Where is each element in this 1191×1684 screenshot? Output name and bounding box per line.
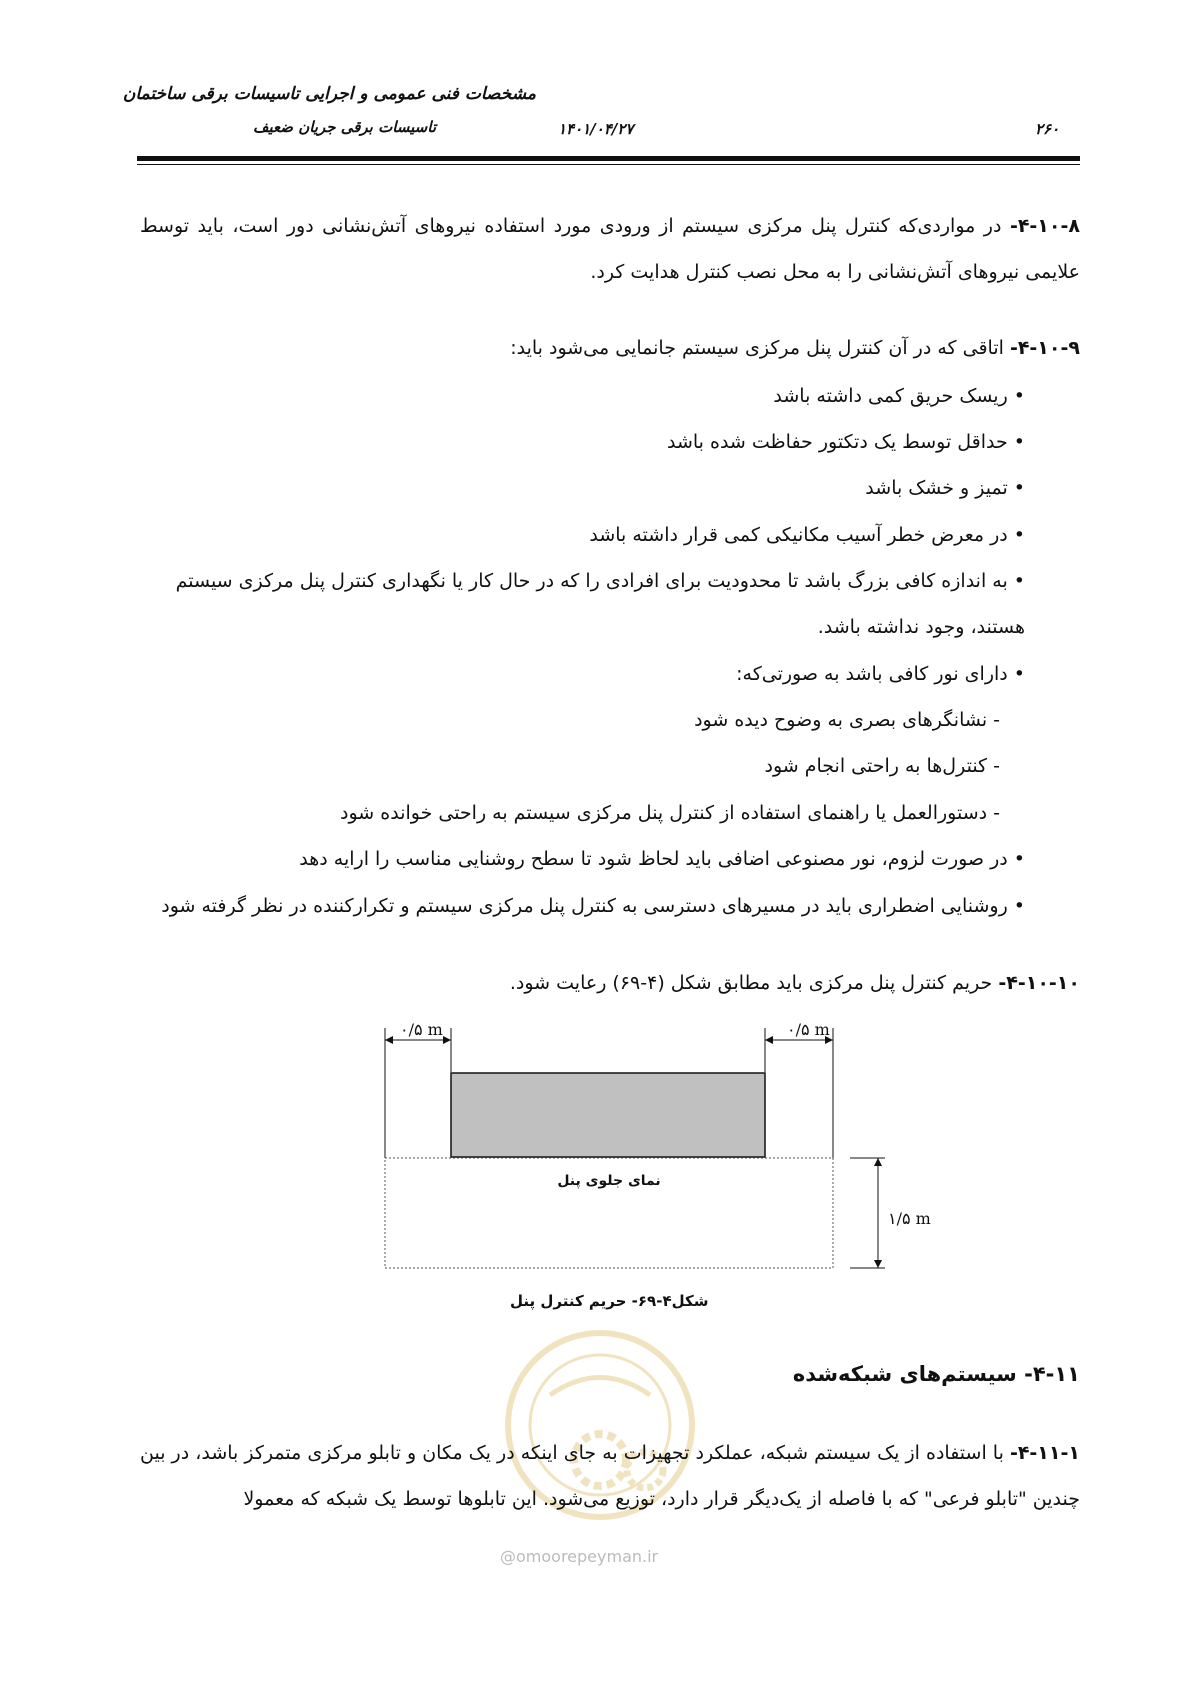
header-subtitle: تاسیسات برقی جریان ضعیف (252, 118, 436, 136)
left-clearance-label: ۰/۵ m (400, 1020, 443, 1039)
section-number: ۴-۱۰-۱۰- (998, 972, 1080, 994)
list-item: • در صورت لزوم، نور مصنوعی اضافی باید لحاظ شود تا سطح روشنایی مناسب را ارایه دهد (299, 848, 1025, 870)
header-date: ۱۴۰۱/۰۴/۲۷ (558, 120, 634, 138)
section-number: ۴-۱۱-۱- (1009, 1442, 1080, 1464)
panel-front-label: نمای جلوی پنل (557, 1173, 661, 1189)
section-number: ۴-۱۰-۹- (1009, 337, 1080, 359)
list-item: • تمیز و خشک باشد (865, 477, 1025, 499)
paragraph-text: در مواردی‌که کنترل پنل مرکزی سیستم از ورودی مورد استفاده نیروهای آتش‌نشانی دور است، باید توسط علایمی نیروهای آتش‌نشانی را به محل نصب کنترل هدایت کرد. (140, 215, 1080, 283)
section-number: ۴-۱۰-۸- (1009, 215, 1080, 237)
list-item: • در معرض خطر آسیب مکانیکی کمی قرار داشته باشد (589, 524, 1025, 546)
list-item: • حداقل توسط یک دتکتور حفاظت شده باشد (666, 431, 1025, 453)
sub-list-item: - دستورالعمل یا راهنمای استفاده از کنترل پنل مرکزی سیستم به راحتی خوانده شود (340, 802, 1000, 824)
paragraph-4-11-1 (140, 1430, 1080, 1522)
paragraph-text: با استفاده از یک سیستم شبکه، عملکرد تجهیزات به جای اینکه در یک مکان و تابلو مرکزی متمرکز باشد، در بین چندین "تابلو فرعی" که با فاصله از یک‌دیگر قرار دارد، توزیع می‌شود. این تابلوها توسط یک شبکه که معمولا (140, 1442, 1080, 1510)
list-item: • ریسک حریق کمی داشته باشد (773, 385, 1025, 407)
right-clearance-label: ۰/۵ m (787, 1020, 830, 1039)
control-panel-box (451, 1073, 765, 1157)
section-heading-4-11: ۴-۱۱- سیستم‌های شبکه‌شده (792, 1362, 1080, 1386)
list-item-continuation: هستند، وجود نداشته باشد. (817, 616, 1025, 638)
sub-list-item: - کنترل‌ها به راحتی انجام شود (764, 755, 1000, 777)
front-depth-label: ۱/۵ m (888, 1209, 931, 1228)
page-number: ۲۶۰ (1035, 120, 1060, 138)
paragraph-text: اتاقی که در آن کنترل پنل مرکزی سیستم جانمایی می‌شود باید: (510, 337, 1010, 359)
sub-list-item: - نشانگرهای بصری به وضوح دیده شود (694, 709, 1000, 731)
header-title: مشخصات فنی عمومی و اجرایی تاسیسات برقی ساختمان (122, 84, 536, 104)
watermark-url: @omoorepeyman.ir (500, 1547, 659, 1566)
paragraph-text: حریم کنترل پنل مرکزی باید مطابق شکل (۴-۶۹) رعایت شود. (509, 972, 999, 994)
list-item: • دارای نور کافی باشد به صورتی‌که: (736, 663, 1025, 685)
list-item: • روشنایی اضطراری باید در مسیرهای دسترسی به کنترل پنل مرکزی سیستم و تکرارکننده در نظر گرفته شود (161, 895, 1025, 917)
list-item: • به اندازه کافی بزرگ باشد تا محدودیت برای افرادی را که در حال کار یا نگهداری کنترل پنل مرکزی سیستم (175, 570, 1025, 592)
figure-caption: شکل۴-۶۹- حریم کنترل پنل (510, 1292, 709, 1310)
